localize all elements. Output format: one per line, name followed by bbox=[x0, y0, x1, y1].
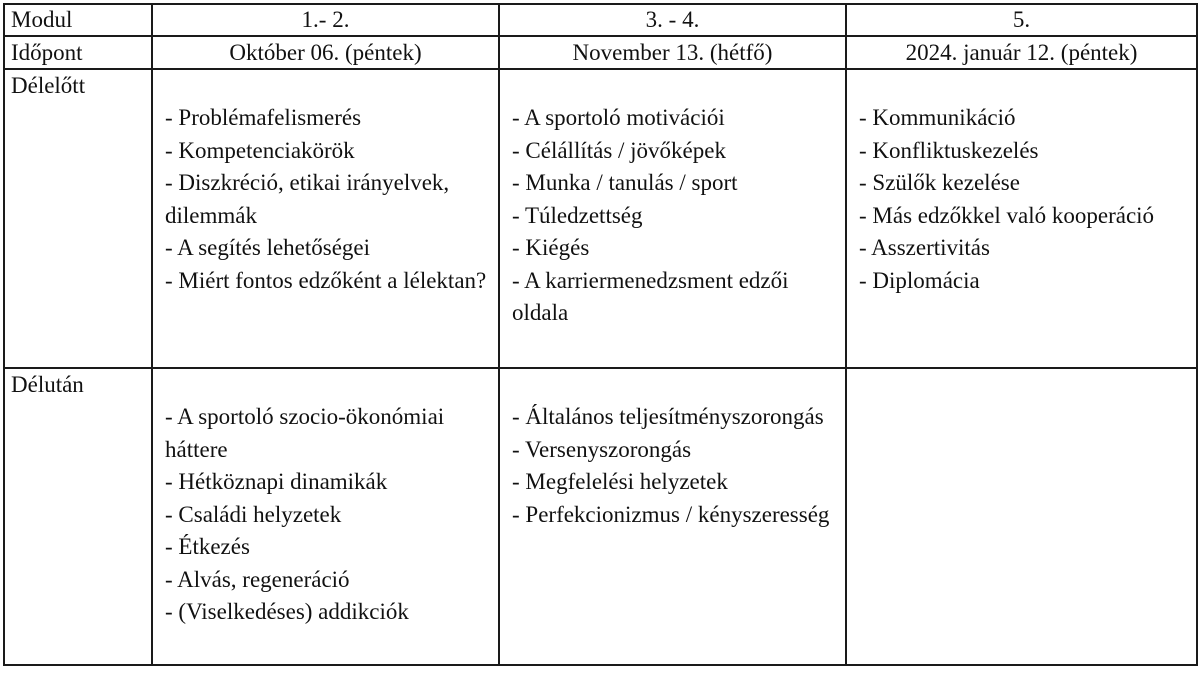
topic-item: - Túledzettség bbox=[512, 202, 643, 228]
topic-item: - Alvás, regeneráció bbox=[165, 566, 350, 592]
afternoon-cell-module-1-2 bbox=[152, 368, 499, 665]
morning-cell-module-3-4 bbox=[499, 69, 846, 368]
afternoon-row-label: Délután bbox=[4, 368, 152, 665]
morning-cell-module-5 bbox=[846, 69, 1197, 368]
training-schedule-table bbox=[3, 3, 1198, 666]
afternoon-cell-module-5 bbox=[846, 368, 1197, 665]
module-5: 5. bbox=[846, 4, 1197, 36]
morning-cell-module-1-2 bbox=[152, 69, 499, 368]
topic-item: - Általános teljesítményszorongás bbox=[512, 404, 824, 429]
topic-item: - Diplomácia bbox=[859, 267, 980, 293]
morning-row bbox=[4, 69, 1197, 368]
module-1-2: 1.- 2. bbox=[152, 4, 499, 36]
module-3-4: 3. - 4. bbox=[499, 4, 846, 36]
topic-item: - Szülők kezelése bbox=[859, 170, 1020, 195]
topic-item: - Étkezés bbox=[165, 534, 250, 559]
topic-item: - (Viselkedéses) addikciók bbox=[165, 599, 409, 624]
topic-item: - Problémafelismerés bbox=[165, 105, 362, 130]
topic-item: - Miért fontos edzőként a lélektan? bbox=[165, 267, 487, 293]
afternoon-cell-module-3-4 bbox=[499, 368, 846, 665]
topic-item: - Megfelelési helyzetek bbox=[512, 469, 728, 494]
date-module-5: 2024. január 12. (péntek) bbox=[846, 36, 1197, 69]
topic-item: - Kiégés bbox=[512, 235, 590, 260]
morning-row-label: Délelőtt bbox=[4, 69, 152, 368]
topic-item: - Diszkréció, etikai irányelvek, dilemmák bbox=[165, 170, 450, 228]
date-row bbox=[4, 36, 1197, 69]
date-module-3-4: November 13. (hétfő) bbox=[499, 36, 846, 69]
topic-item: - Hétköznapi dinamikák bbox=[165, 469, 388, 494]
topic-item: - A sportoló motivációi bbox=[512, 105, 725, 130]
topic-item: - Célállítás / jövőképek bbox=[512, 137, 726, 163]
module-row-label: Modul bbox=[4, 4, 152, 36]
topic-item: - Konfliktuskezelés bbox=[859, 137, 1039, 163]
topic-item: - Kommunikáció bbox=[859, 105, 1016, 130]
topic-item: - Asszertivitás bbox=[859, 235, 990, 260]
topic-item: - Családi helyzetek bbox=[165, 501, 342, 527]
topic-item: - Kompetenciakörök bbox=[165, 137, 355, 163]
topic-item: - Munka / tanulás / sport bbox=[512, 170, 738, 195]
topic-item: - A segítés lehetőségei bbox=[165, 235, 371, 260]
date-module-1-2: Október 06. (péntek) bbox=[152, 36, 499, 69]
topic-item: - Perfekcionizmus / kényszeresség bbox=[512, 501, 830, 527]
topic-item: - A karriermenedzsment edzői oldala bbox=[512, 267, 789, 325]
module-row bbox=[4, 4, 1197, 36]
topic-item: - Versenyszorongás bbox=[512, 436, 692, 462]
topic-item: - Más edzőkkel való kooperáció bbox=[859, 202, 1155, 228]
afternoon-row bbox=[4, 368, 1197, 665]
date-row-label: Időpont bbox=[4, 36, 152, 69]
topic-item: - A sportoló szocio-ökonómiai háttere bbox=[165, 404, 445, 462]
